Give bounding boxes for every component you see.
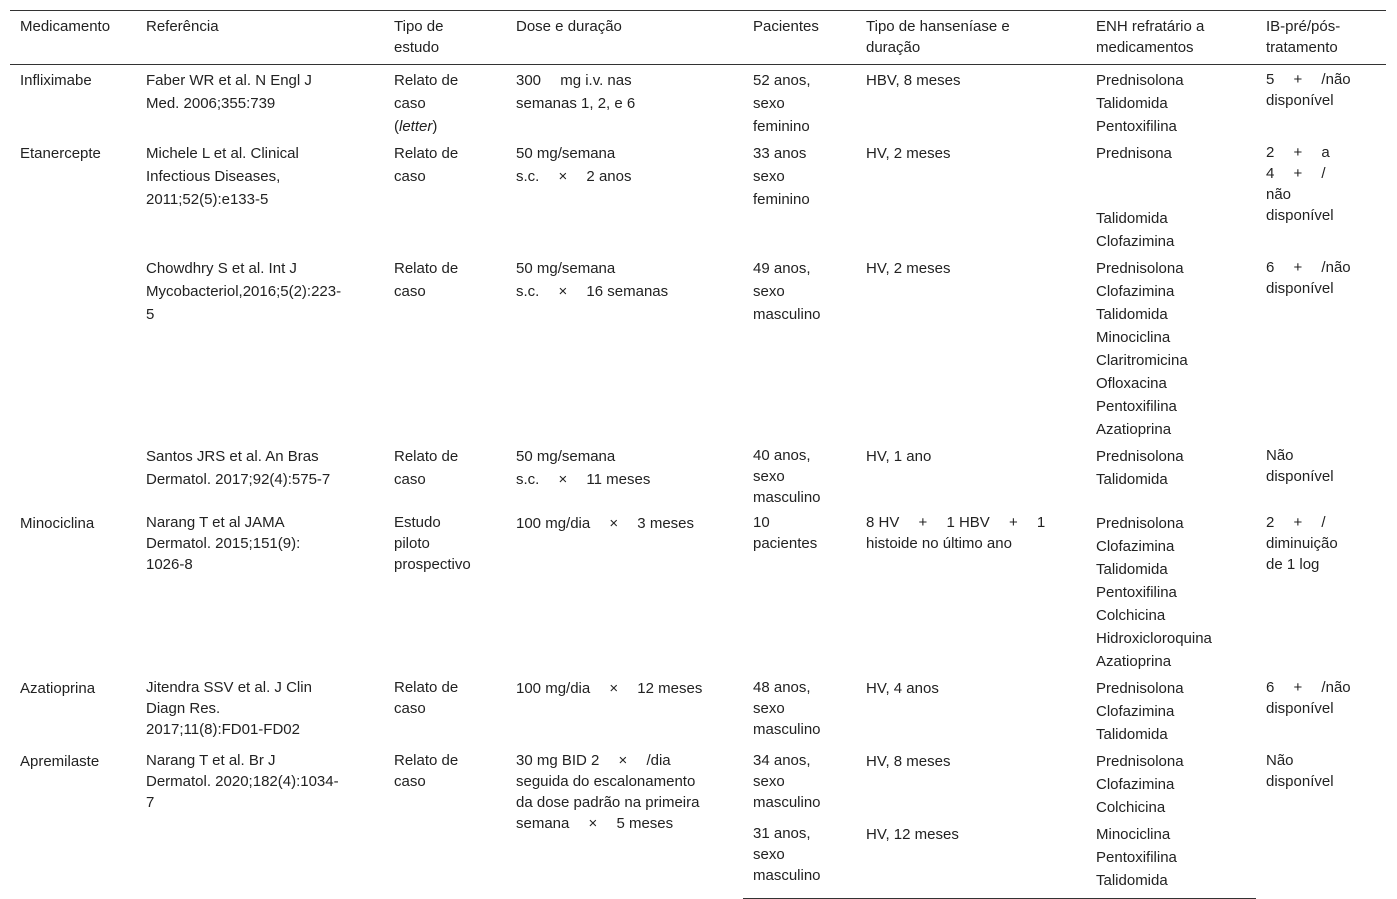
cell-enh: Prednisolona Clofazimina Talidomida Minociclina Claritromicina Ofloxacina Pentoxifilina Azatioprina [1096,260,1188,438]
cell-dose: 300 mg i.v. nas semanas 1, 2, e 6 [516,72,636,112]
header-tipo-hanseniase: Tipo de hanseníase e duração [856,11,1086,65]
cell-medicamento: Infliximabe [20,72,92,89]
table-row-etanercepte-1 [10,138,1386,253]
cell-enh: Minociclina Pentoxifilina Talidomida [1086,819,1256,899]
cell-ib: 5 + /não disponível [1266,71,1351,109]
cell-hanseniase: HBV, 8 meses [866,72,961,89]
cell-pacientes: 34 anos, sexo masculino [753,752,821,811]
cell-tipo-estudo: Estudo piloto prospectivo [394,514,471,573]
cell-medicamento [10,441,136,508]
cell-ib: Não disponível [1266,447,1334,485]
cell-medicamento: Etanercepte [20,145,101,162]
table-row-etanercepte-2 [10,253,1386,441]
cell-tipo-estudo: Relato de caso [394,752,459,790]
cell-tipo-estudo: Relato de caso [394,679,459,717]
cell-referencia: Narang T et al. Br J Dermatol. 2020;182(4):1034- 7 [146,752,339,811]
cell-dose: 100 mg/dia × 3 meses [516,515,695,532]
cell-ib: Não disponível [1266,752,1334,790]
cell-tipo-estudo: Relato de caso [394,448,459,488]
header-medicamento: Medicamento [10,11,136,65]
cell-dose: 100 mg/dia × 12 meses [516,680,703,697]
cell-tipo-estudo: Relato de caso (letter) [394,72,459,135]
cell-dose: 50 mg/semana s.c. × 11 meses [516,448,651,488]
treatment-table-container [10,10,1386,899]
cell-medicamento: Minociclina [20,515,95,532]
header-enh: ENH refratário a medicamentos [1086,11,1256,65]
cell-dose: 50 mg/semana s.c. × 2 anos [516,145,632,185]
cell-enh: Prednisolona Clofazimina Talidomida [1096,680,1184,743]
cell-referencia: Faber WR et al. N Engl J Med. 2006;355:739 [146,72,312,112]
cell-enh: Prednisolona Talidomida [1096,448,1184,488]
cell-medicamento: Apremilaste [20,753,100,770]
cell-enh: Prednisolona Talidomida Pentoxifilina [1096,72,1184,135]
header-referencia: Referência [136,11,384,65]
cell-hanseniase: HV, 2 meses [866,145,951,162]
cell-dose: 30 mg BID 2 × /dia seguida do escalonamento da dose padrão na primeira semana × 5 meses [516,752,700,832]
cell-medicamento: Azatioprina [20,680,96,697]
cell-hanseniase: HV, 1 ano [866,448,932,465]
cell-tipo-estudo: Relato de caso [394,260,459,300]
cell-pacientes: 48 anos, sexo masculino [753,679,821,738]
cell-referencia: Jitendra SSV et al. J Clin Diagn Res. 2017;11(8):FD01-FD02 [146,679,312,738]
header-row [10,11,1386,65]
cell-pacientes: 52 anos, sexo feminino [753,72,811,135]
cell-enh: Prednisolona Clofazimina Colchicina [1096,753,1184,816]
cell-hanseniase: HV, 8 meses [866,753,951,770]
cell-pacientes: 10 pacientes [753,514,818,552]
cell-ib: 2 + a 4 + / não disponível [1266,144,1334,224]
cell-ib: 6 + /não disponível [1266,259,1351,297]
cell-referencia: Narang T et al JAMA Dermatol. 2015;151(9): 1026-8 [146,514,301,573]
cell-dose: 50 mg/semana s.c. × 16 semanas [516,260,669,300]
table-row-etanercepte-3 [10,441,1386,508]
letter-note: letter [399,118,433,135]
cell-medicamento [10,253,136,441]
cell-enh: Prednisona Talidomida Clofazimina [1096,145,1175,250]
cell-pacientes: 33 anos sexo feminino [753,145,810,208]
table-row-apremilaste-1 [10,746,1386,819]
table-row-minociclina [10,508,1386,673]
cell-hanseniase: HV, 2 meses [866,260,951,277]
header-pacientes: Pacientes [743,11,856,65]
cell-referencia: Santos JRS et al. An Bras Dermatol. 2017;92(4):575-7 [146,448,331,488]
header-dose: Dose e duração [506,11,743,65]
cell-enh: Prednisolona Clofazimina Talidomida Pentoxifilina Colchicina Hidroxicloroquina Azatioprina [1096,515,1212,670]
cell-hanseniase: HV, 12 meses [856,819,1086,899]
cell-ib: 2 + / diminuição de 1 log [1266,514,1338,573]
cell-pacientes: 31 anos, sexo masculino [743,819,856,899]
cell-hanseniase: HV, 4 anos [866,680,939,697]
treatment-table [10,10,1386,899]
header-tipo-estudo: Tipo de estudo [384,11,506,65]
cell-pacientes: 49 anos, sexo masculino [753,260,821,323]
header-ib: IB-pré/pós- tratamento [1256,11,1386,65]
cell-hanseniase: 8 HV + 1 HBV + 1 histoide no último ano [866,514,1046,552]
cell-pacientes: 40 anos, sexo masculino [753,447,821,506]
cell-referencia: Michele L et al. Clinical Infectious Diseases, 2011;52(5):e133-5 [146,145,299,208]
table-row-infliximabe [10,65,1386,139]
cell-ib: 6 + /não disponível [1266,679,1351,717]
cell-tipo-estudo: Relato de caso [394,145,459,185]
table-row-azatioprina [10,673,1386,746]
cell-referencia: Chowdhry S et al. Int J Mycobacteriol,2016;5(2):223- 5 [146,260,342,323]
